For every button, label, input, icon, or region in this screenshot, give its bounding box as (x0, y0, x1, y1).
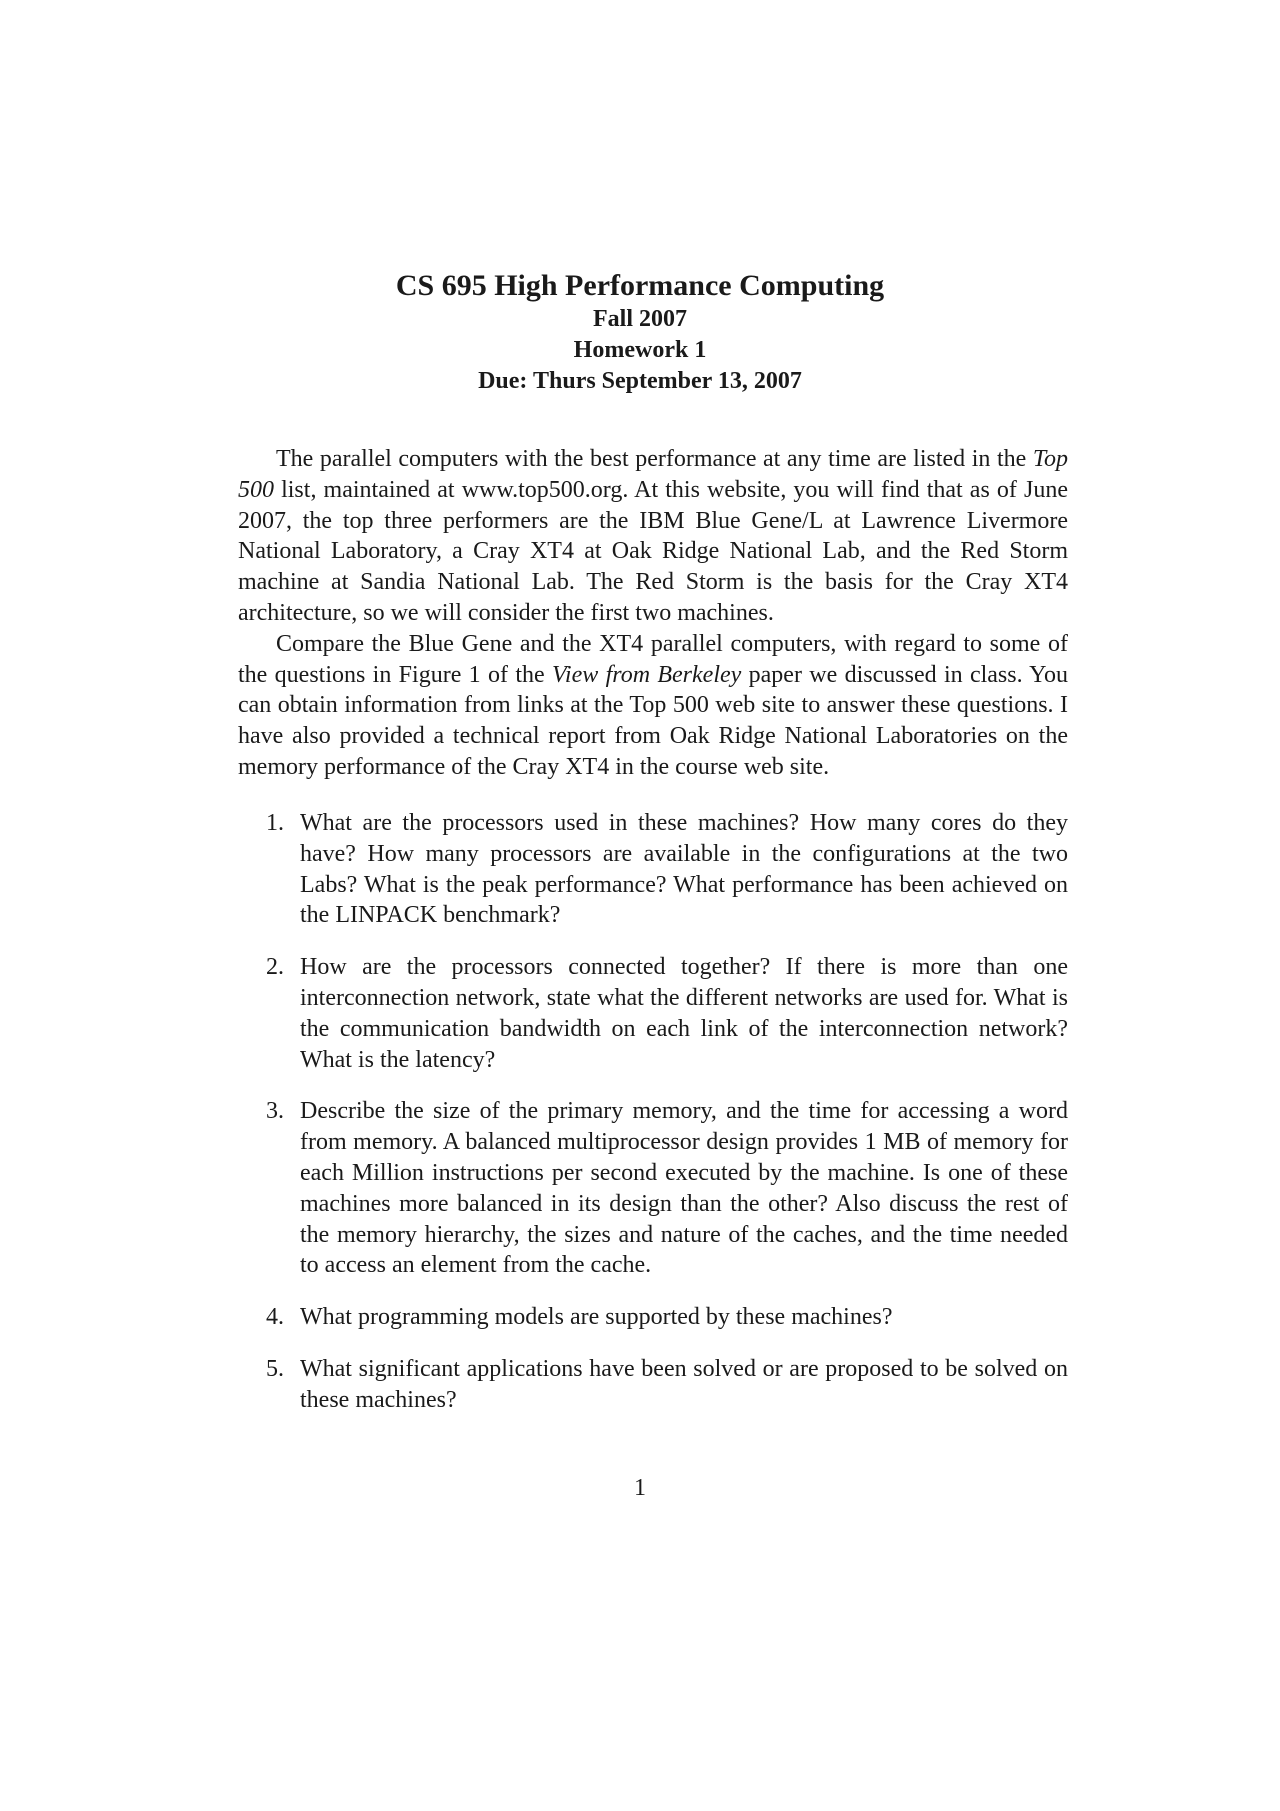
due-date: Due: Thurs September 13, 2007 (478, 368, 802, 394)
top500-italic: Top 500 (238, 446, 1068, 503)
intro-paragraph-1: The parallel computers with the best performance at any time are listed in the Top 500 list, maintained at www.top500.org. At this website, you will find that as of June 2007, the top three performers are the IBM Blue Gene/L at Lawrence Livermore National Laboratory, a Cray XT4 at Oak Ridge National Lab, and the Red Storm machine at Sandia National Lab. The Red Storm is the basis for the Cray XT4 architecture, so we will consider the first two machines. (238, 446, 1068, 626)
question-number: 5. (266, 1355, 284, 1382)
question-text: How are the processors connected together? If there is more than one interconnection network, state what the different networks are used for. What is the communication bandwidth on each link of the interconnection network? What is the latency? (300, 954, 1068, 1073)
question-number: 3. (266, 1098, 284, 1125)
question-text: What significant applications have been solved or are proposed to be solved on these machines? (300, 1355, 1068, 1413)
question-number: 2. (266, 954, 284, 981)
question-item (238, 1096, 1068, 1281)
question-number: 4. (266, 1304, 284, 1331)
berkeley-italic: View from Berkeley (552, 661, 742, 688)
question-item (238, 808, 1068, 931)
intro-text (238, 444, 1068, 783)
question-text: What are the processors used in these machines? How many cores do they have? How many processors are available in the configurations at the two Labs? What is the peak performance? What performance has been achieved on the LINPACK benchmark? (300, 810, 1068, 929)
question-text: What programming models are supported by these machines? (300, 1304, 893, 1331)
term: Fall 2007 (593, 306, 687, 332)
course-title: CS 695 High Performance Computing (395, 269, 885, 302)
question-item (238, 1302, 1068, 1333)
question-number: 1. (266, 810, 284, 836)
page-number: 1 (634, 1475, 646, 1501)
question-list (238, 808, 1068, 1437)
question-item (238, 952, 1068, 1075)
intro-paragraph-2: Compare the Blue Gene and the XT4 parallel computers, with regard to some of the questions in Figure 1 of the View from Berkeley paper we discussed in class. You can obtain information from links at the Top 500 web site to answer these questions. I have also provided a technical report from Oak Ridge National Laboratories on the memory performance of the Cray XT4 in the course web site. (238, 630, 1068, 780)
question-item (238, 1354, 1068, 1416)
assignment-title: Homework 1 (573, 337, 707, 363)
document-header (0, 268, 1280, 397)
question-text: Describe the size of the primary memory, and the time for accessing a word from memory. A balanced multiprocessor design provides 1 MB of memory for each Million instructions per second executed by the machine. Is one of these machines more balanced in its design than the other? Also discuss the rest of the memory hierarchy, the sizes and nature of the caches, and the time needed to access an element from the cache. (300, 1098, 1068, 1279)
